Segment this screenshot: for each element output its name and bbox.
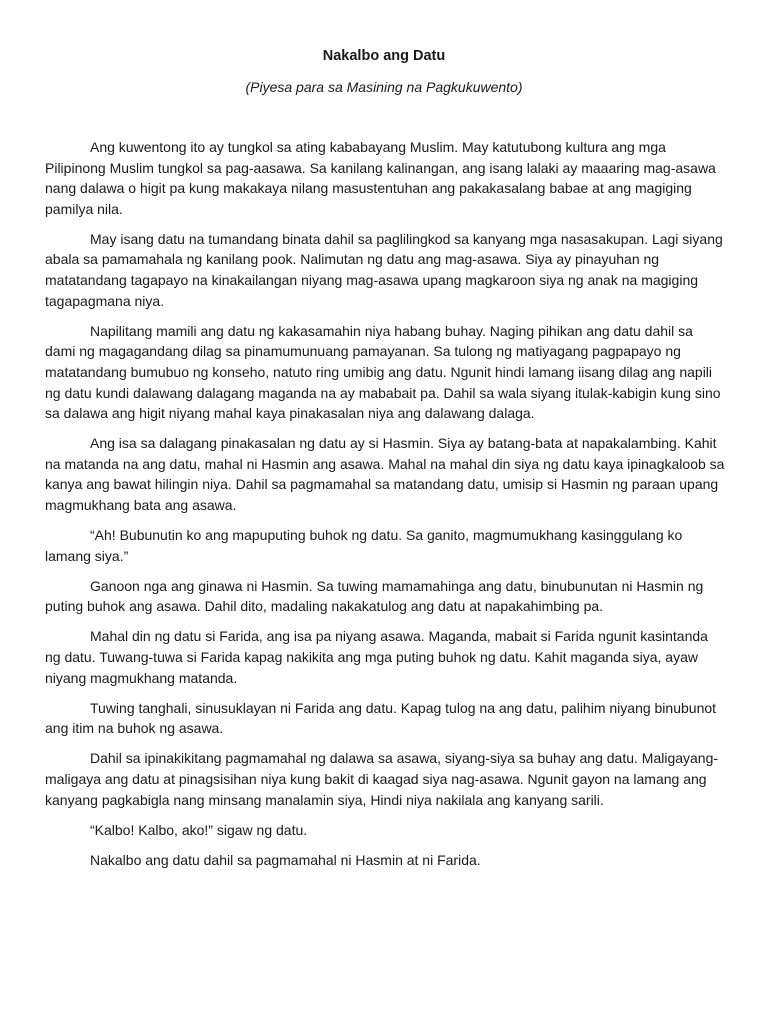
paragraph: Nakalbo ang datu dahil sa pagmamahal ni Hasmin at ni Farida. [90, 851, 481, 868]
paragraph: Tuwing tanghali, sinusuklayan ni Farida ang datu. Kapag tulog na ang datu, palihim niyang binubunot ang itim na buhok ng asawa. [45, 699, 717, 737]
paragraph: Napilitang mamili ang datu ng kakasamahin niya habang buhay. Naging pihikan ang datu dahil sa dami ng magagandang dilag sa pinamumunuang pamayanan. Sa tulong ng matiyagang pagpapayo ng matatandang bumubuo ng konseho, natuto ring umibig ang datu. Ngunit hindi lamang iisang dilag ang napili ng datu kundi dalawang dalagang maganda na ay mababait pa. Dahil sa wala siyang itulak-kabigin kung sino sa dalawa ang higit niyang mahal kaya pinakasalan niya ang dalawang dalaga. [45, 322, 721, 422]
document-title: Nakalbo ang Datu [322, 48, 446, 64]
paragraph: Ang kuwentong ito ay tungkol sa ating kababayang Muslim. May katutubong kultura ang mga Pilipinong Muslim tungkol sa pag-aasawa. Sa kanilang kalinangan, ang isang lalaki ay maaaring mag-asawa nang dalawa o higit pa kung makakaya nilang masustentuhan ang pakakasalang babae at ang magiging pamilya nila. [45, 139, 716, 217]
paragraph: May isang datu na tumandang binata dahil sa paglilingkod sa kanyang mga nasasakupan. Lagi siyang abala sa pamamahala ng kanilang pook. Nalimutan ng datu ang mag-asawa. Siya ay pinayuhan ng matatandang tagapayo na kinakailangan niyang mag-asawa upang magkaroon siya ng anak na magiging tagapagmana niya. [45, 230, 723, 309]
paragraph: “Kalbo! Kalbo, ako!” sigaw ng datu. [90, 821, 308, 838]
document-subtitle: (Piyesa para sa Masining na Pagkukuwento) [245, 79, 523, 95]
document-body [45, 137, 725, 880]
paragraph: “Ah! Bubunutin ko ang mapuputing buhok ng datu. Sa ganito, magmumukhang kasinggulang ko lamang siya.” [45, 527, 683, 564]
paragraph: Mahal din ng datu si Farida, ang isa pa niyang asawa. Maganda, mabait si Farida ngunit kasintanda ng datu. Tuwang-tuwa si Farida kapag nakikita ang mga puting buhok ng datu. Kahit maganda siya, ayaw niyang magmukhang matanda. [45, 628, 708, 686]
paragraph: Dahil sa ipinakikitang pagmamahal ng dalawa sa asawa, siyang-siya sa buhay ang datu. Maligayang-maligaya ang datu at pinagsisihan niya kung bakit di kaagad siya nag-asawa. Ngunit gayon na lamang ang kanyang pagkabigla nang minsang manalamin siya, Hindi niya nakilala ang kanyang sarili. [45, 750, 719, 808]
paragraph: Ang isa sa dalagang pinakasalan ng datu ay si Hasmin. Siya ay batang-bata at napakalambing. Kahit na matanda na ang datu, mahal ni Hasmin ang asawa. Mahal na mahal din siya ng datu kaya ipinagkaloob sa kanya ang bawat hilingin niya. Dahil sa pagmamahal sa matandang datu, umisip si Hasmin ng paraan upang magmukhang bata ang asawa. [45, 435, 725, 513]
paragraph: Ganoon nga ang ginawa ni Hasmin. Sa tuwing mamamahinga ang datu, binubunutan ni Hasmin ng puting buhok ang asawa. Dahil dito, madaling nakakatulog ang datu at napakahimbing pa. [45, 577, 704, 615]
